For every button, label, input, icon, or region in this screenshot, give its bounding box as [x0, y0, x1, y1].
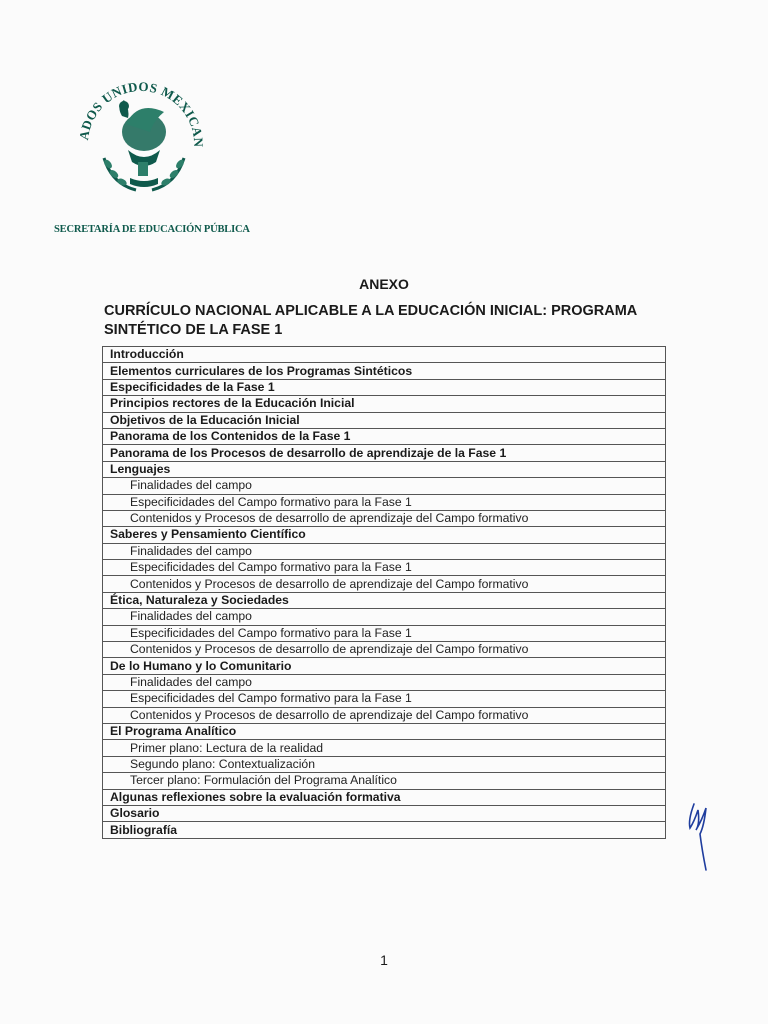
toc-row — [103, 412, 666, 428]
toc-row — [103, 428, 666, 444]
toc-row — [103, 805, 666, 821]
table-of-contents — [102, 346, 666, 839]
toc-section-title: Ética, Naturaleza y Sociedades — [103, 592, 666, 608]
toc-row — [103, 740, 666, 756]
toc-section-title: De lo Humano y lo Comunitario — [103, 658, 666, 674]
toc-section-title: El Programa Analítico — [103, 723, 666, 739]
eagle-seal-icon — [68, 66, 214, 212]
toc-subsection-title: Finalidades del campo — [103, 543, 666, 559]
toc-section-title: Especificidades de la Fase 1 — [103, 379, 666, 395]
agency-name: SECRETARÍA DE EDUCACIÓN PÚBLICA — [54, 224, 250, 235]
toc-row — [103, 494, 666, 510]
toc-subsection-title: Especificidades del Campo formativo para la Fase 1 — [103, 560, 666, 576]
toc-subsection-title: Finalidades del campo — [103, 478, 666, 494]
toc-subsection-title: Segundo plano: Contextualización — [103, 756, 666, 772]
page-number: 1 — [380, 952, 388, 968]
toc-subsection-title: Contenidos y Procesos de desarrollo de aprendizaje del Campo formativo — [103, 707, 666, 723]
annex-label: ANEXO — [359, 276, 409, 292]
toc-row — [103, 379, 666, 395]
toc-section-title: Panorama de los Procesos de desarrollo de aprendizaje de la Fase 1 — [103, 445, 666, 461]
toc-row — [103, 707, 666, 723]
coat-of-arms-seal — [68, 66, 214, 212]
toc-section-title: Algunas reflexiones sobre la evaluación formativa — [103, 789, 666, 805]
toc-row — [103, 560, 666, 576]
toc-row — [103, 789, 666, 805]
toc-subsection-title: Finalidades del campo — [103, 609, 666, 625]
toc-row — [103, 510, 666, 526]
toc-row — [103, 543, 666, 559]
toc-section-title: Principios rectores de la Educación Inicial — [103, 396, 666, 412]
toc-subsection-title: Contenidos y Procesos de desarrollo de aprendizaje del Campo formativo — [103, 510, 666, 526]
toc-row — [103, 592, 666, 608]
toc-section-title: Objetivos de la Educación Inicial — [103, 412, 666, 428]
toc-row — [103, 609, 666, 625]
toc-subsection-title: Contenidos y Procesos de desarrollo de aprendizaje del Campo formativo — [103, 576, 666, 592]
toc-row — [103, 478, 666, 494]
toc-section-title: Lenguajes — [103, 461, 666, 477]
toc-row — [103, 691, 666, 707]
toc-row — [103, 822, 666, 838]
toc-row — [103, 773, 666, 789]
toc-row — [103, 445, 666, 461]
toc-subsection-title: Contenidos y Procesos de desarrollo de aprendizaje del Campo formativo — [103, 642, 666, 658]
document-title: CURRÍCULO NACIONAL APLICABLE A LA EDUCACIÓN INICIAL: PROGRAMA SINTÉTICO DE LA FASE 1 — [104, 303, 637, 338]
toc-row — [103, 576, 666, 592]
toc-subsection-title: Tercer plano: Formulación del Programa Analítico — [103, 773, 666, 789]
toc-row — [103, 658, 666, 674]
toc-row — [103, 363, 666, 379]
toc-row — [103, 461, 666, 477]
toc-subsection-title: Especificidades del Campo formativo para la Fase 1 — [103, 494, 666, 510]
seal-text: ADOS UNIDOS MEXICAN — [76, 78, 207, 148]
toc-row — [103, 527, 666, 543]
toc-subsection-title: Finalidades del campo — [103, 674, 666, 690]
toc-row — [103, 625, 666, 641]
toc-row — [103, 396, 666, 412]
toc-row — [103, 642, 666, 658]
toc-section-title: Saberes y Pensamiento Científico — [103, 527, 666, 543]
toc-subsection-title: Especificidades del Campo formativo para la Fase 1 — [103, 691, 666, 707]
toc-row — [103, 347, 666, 363]
handwritten-signature — [684, 800, 714, 872]
toc-section-title: Panorama de los Contenidos de la Fase 1 — [103, 428, 666, 444]
toc-section-title: Glosario — [103, 805, 666, 821]
toc-subsection-title: Especificidades del Campo formativo para la Fase 1 — [103, 625, 666, 641]
toc-section-title: Elementos curriculares de los Programas Sintéticos — [103, 363, 666, 379]
toc-row — [103, 723, 666, 739]
toc-row — [103, 674, 666, 690]
toc-section-title: Bibliografía — [103, 822, 666, 838]
toc-row — [103, 756, 666, 772]
toc-section-title: Introducción — [103, 347, 666, 363]
toc-subsection-title: Primer plano: Lectura de la realidad — [103, 740, 666, 756]
